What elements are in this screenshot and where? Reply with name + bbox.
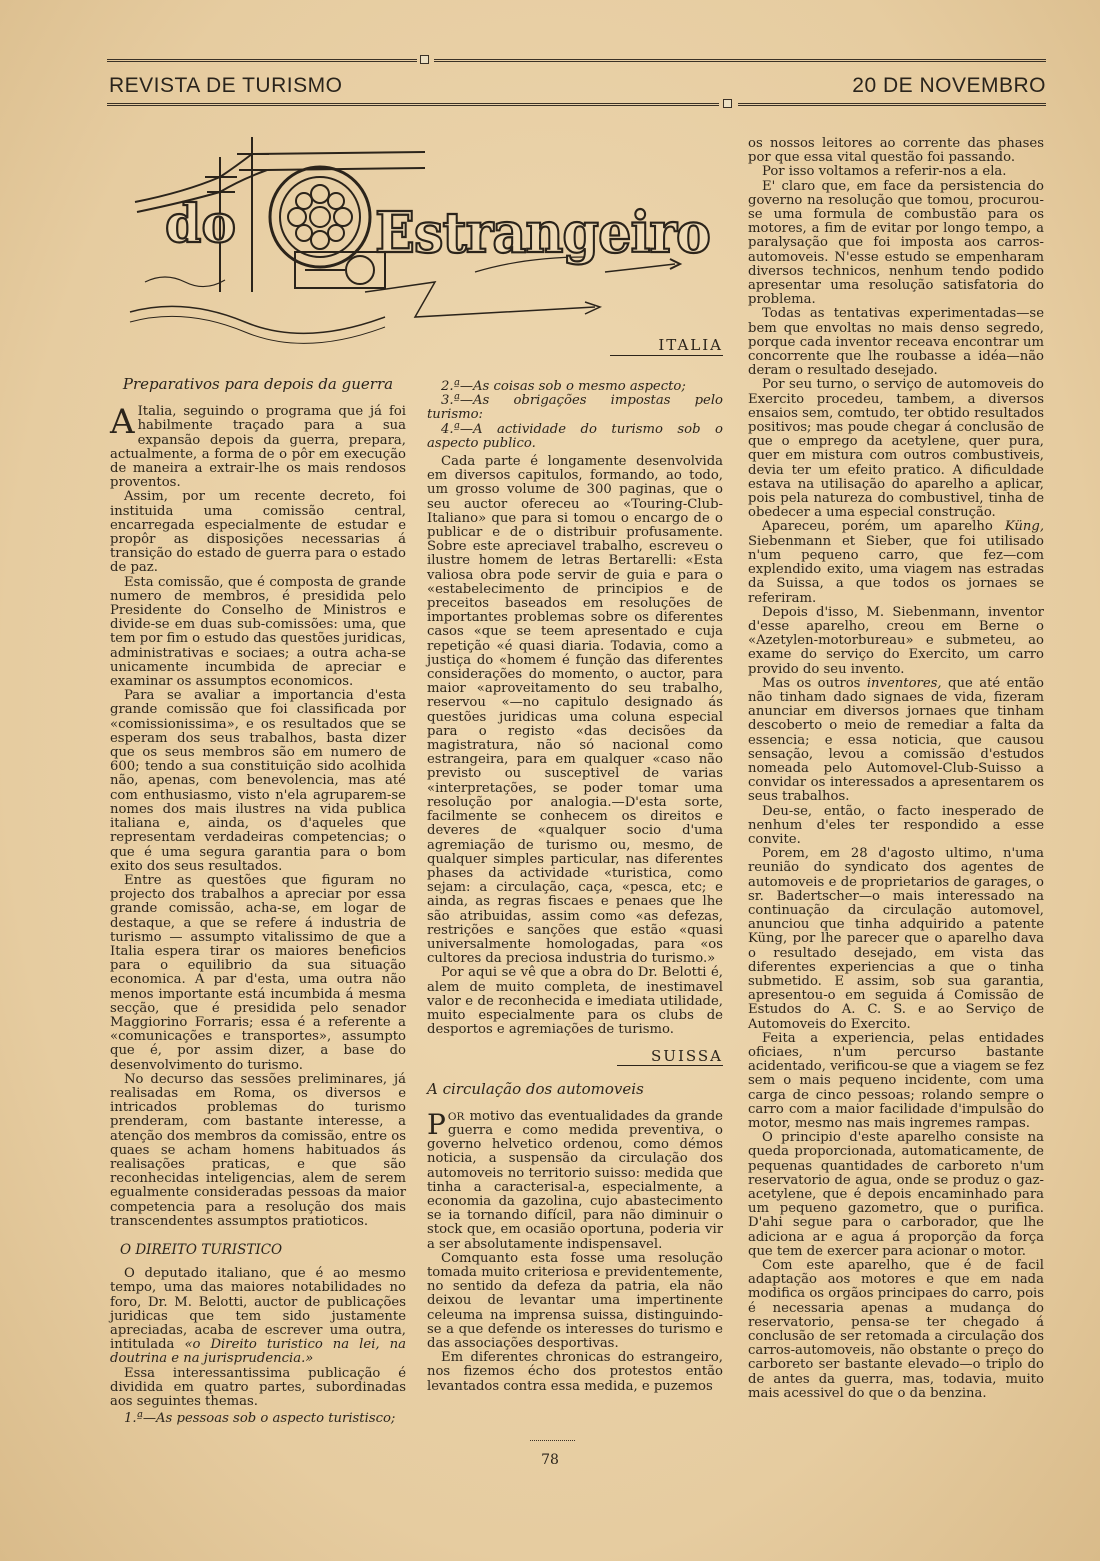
header-bottom-rule-left: [107, 103, 719, 106]
paragraph: Por isso voltamos a referir-nos a ela.: [762, 164, 1007, 180]
paragraph: Esta comissão, que é composta de grande numero de membros, é presidida pelo Presidente do Conselho de Ministros e divide-se em duas sub-comissões: uma, que tem por fim o estudo das questões juridicas, administrativas e sociaes; a outra acha-se unicamente incumbida de apreciar e examinar os assumptos economicos.: [110, 574, 406, 690]
paragraph: Italia, seguindo o programa que já foi habilmente traçado para a sua expansão depois da guerra, prepara, actualmente, a forma de o pôr em execução de maneira a extrair-lhe os mais rendosos proventos.: [110, 404, 406, 491]
issue-date: 20 DE NOVEMBRO: [852, 74, 1046, 97]
paragraph: Entre as questões que figuram no projecto dos trabalhos a apreciar por essa grande comissão, acha-se, em logar de destaque, a que se refere á industria de turismo — assumpto vitalissimo de que a Italia espera tirar os maiores beneficios para o equilibrio da sua situação economica. A par d'esta, uma outra não menos importante está incumbida á mesma secção, que é presidida pelo senador Maggiorino Forraris; essa é a referente a «comunicações e transportes», assumpto que é, por assim dizer, a base do desenvolvimento do turismo.: [110, 872, 406, 1073]
paragraph: Por aqui se vê que a obra do Dr. Belotti é, alem de muito completa, de inestimavel valor e de reconhecida e imediata utilidade, muito especialmente para os clubs de desportos e agremiações de turismo.: [427, 965, 723, 1038]
article-subtitle-preparativos: Preparativos para depois da guerra: [122, 375, 394, 393]
emphasis: inventores,: [866, 675, 942, 691]
drop-cap-rest: OR: [447, 1110, 465, 1123]
paragraph: os nossos leitores ao corrente das phases por que essa vital questão foi passando.: [748, 136, 1044, 166]
paragraph: Assim, por um recente decreto, foi instituida uma comissão central, encarregada especialmente de estudar e propôr as disposições necessarias á transição do estado de guerra para o estado de paz.: [110, 489, 406, 576]
paragraph: O deputado italiano, que é ao mesmo tempo, uma das maiores notabilidades no foro, Dr. M. Belotti, auctor de publicações juridicas que tem sido justamente apreciadas, acaba de escrever uma outra, intitulada: [110, 1266, 406, 1353]
paragraph: Deu-se, então, o facto inesperado de nenhum d'eles ter respondido a esse convite.: [748, 803, 1044, 847]
paragraph: Para se avaliar a importancia d'esta grande comissão que foi classificada por «comissionissima», e os resultados que se esperam dos seus trabalhos, basta dizer que os seus membros são em numero de 600; tendo a sua constituição sido acolhida não, apenas, com benevolencia, mas até com enthusiasmo, visto n'ela agruparem-se nomes dos mais ilustres na vida publica italiana e, ainda, os d'aqueles que representam verdadeiras competencias; o que é uma segura garantia para o bom exito dos seus resultados.: [110, 688, 406, 874]
estrangeiro-banner-illustration: [125, 132, 725, 347]
paragraph: Por seu turno, o serviço de automoveis do Exercito procedeu, tambem, a diversos ensaios sem, comtudo, ter obtido resultados positivos; mas poude chegar á conclusão de que o emprego da acetylene, quer pura, quer em mistura com outros combustiveis, devia ter um efeito pratico. A dificuldade estava na utilisação do aparelho a aplicar, pois pela natureza do combustivel, tinha de obedecer a uma especial construção.: [748, 377, 1044, 521]
section-heading-italia: ITALIA: [610, 336, 723, 356]
paragraph: que até então não tinham dado signaes de vida, fizeram anunciar em diversos jornaes que tinham descoberto o meio de remediar a falta da essencia; e essa noticia, que causou sensação, levou a comissão d'estudos nomeada pelo Automovel-Club-Suisso a convidar os interessados a apresentarem os seus trabalhos.: [748, 675, 1044, 805]
paragraph: motivo das eventualidades da grande guerra e como medida preventiva, o governo helvetico ordenou, como démos noticia, a suspensão da circulação dos automoveis no territorio suisso: medida que tinha a caracterisal-a, especialmente, a economia da gazolina, cujo abastecimento se ia tornando difícil, para não diminuir o stock que, em ocasião oportuna, poderia vir a ser absolutamente indispensavel.: [427, 1108, 723, 1252]
list-item: 2.ª—As coisas sob o mesmo aspecto;: [441, 379, 686, 394]
drop-cap-p: P: [427, 1107, 446, 1141]
page-number: 78: [541, 1452, 559, 1468]
paragraph: Feita a experiencia, pelas entidades oficiaes, n'um percurso bastante acidentado, verificou-se que a viagem se fez sem o mais pequeno incidente, com uma carga de cinco pessoas; rolando sempre o carro com a maior facilidade d'impulsão do motor, mesmo nas mais ingremes rampas.: [748, 1030, 1044, 1132]
paragraph: Depois d'isso, M. Siebenmann, inventor d'esse aparelho, creou em Berne o «Azetylen-motorbureau» e submeteu, ao exame do serviço do Exercito, um carro provido do seu invento.: [748, 604, 1044, 677]
column-2: [427, 380, 723, 1394]
column-3: [748, 137, 1044, 1401]
journal-title: REVISTA DE TURISMO: [109, 74, 343, 97]
list-item: 3.ª—As obrigações impostas pelo turismo:: [427, 393, 723, 423]
device-name: Küng,: [1004, 519, 1045, 535]
list-item: 4.ª—A actividade do turismo sob o aspecto publico.: [427, 421, 723, 451]
paragraph: Todas as tentativas experimentadas—se bem que envoltas no mais denso segredo, porque cada inventor receava encontrar um concorrente que lhe roubasse a idéa—não deram o resultado desejado.: [748, 306, 1044, 379]
paragraph: Cada parte é longamente desenvolvida em diversos capitulos, formando, ao todo, um grosso volume de 300 paginas, que o seu auctor ofereceu ao «Touring-Club-Italiano» que para si tomou o encargo de o publicar e de o distribuir profusamente. Sobre este apreciavel trabalho, escreveu o ilustre homem de letras Bertarelli: «Esta valiosa obra pode servir de guia e para o «estabelecimento de principios e de preceitos baseados em resoluções de importantes problemas sobre os diferentes casos «que se teem apresentado e cuja repetição «é quasi diaria. Todavia, como a justiça do «homem é função das diferentes considerações do momento, o auctor, para maior «aproveitamento do seu trabalho, reservou «—no capitulo designado ás questões juridicas uma coluna especial para o registo «das decisões da magistratura, não só nacional como estrangeira, para em qualquer «caso não previsto ou susceptivel de varias «interpretações, se poder tomar uma resolução por analogia.—D'esta sorte, facilmente se conhecem os direitos e deveres de «qualquer socio d'uma agremiação de turismo ou, mesmo, de qualquer simples particular, nas diferentes phases da actividade «turistica, como sejam: a circulação, caça, «pesca, etc; e ainda, as regras fiscaes e penaes que lhe são atribuidas, assim como «as defezas, restrições e sanções que estão «quasi universalmente homologadas, para «os cultores da preciosa industria do turismo.»: [427, 454, 723, 967]
paragraph: Apareceu, porém, um aparelho: [762, 519, 993, 535]
banner-big-word: Estrangeiro: [375, 200, 710, 266]
article-subtitle-direito: O DIREITO TURISTICO: [120, 1241, 283, 1258]
list-item: 1.ª—As pessoas sob o aspecto turistisco;: [124, 1411, 396, 1427]
paragraph: Comquanto esta fosse uma resolução tomada muito criteriosa e previdentemente, no sentido da defeza da patria, ela não deixou de levantar uma impertinente celeuma na imprensa suissa, distinguindo-se a que defende os interesses do turismo e das associações desportivas.: [427, 1250, 723, 1351]
header-top-ornament: [420, 55, 429, 64]
drop-cap-a: A: [110, 402, 135, 443]
article-subtitle-circulacao: A circulação dos automoveis: [427, 1079, 644, 1098]
section-heading-suissa: SUISSA: [617, 1049, 723, 1065]
paragraph: O principio d'este aparelho consiste na queda proporcionada, automaticamente, de pequenas quantidades de carboreto n'um reservatorio de agua, onde se produz o gaz-acetylene, que é depois encaminhado para um pequeno gazometro, que o purifica. D'ahi segue para o carborador, que lhe adiciona ar e agua á proporção da força que tem de exercer para acionar o motor.: [748, 1130, 1044, 1259]
paragraph: Siebenmann et Sieber, que foi utilisado n'um pequeno carro, que fez—com explendido exito, uma viagem nas estradas da Suissa, a que todos os jornaes se referiram.: [748, 533, 1044, 606]
paragraph: Com este aparelho, que é de facil adaptação aos motores e que em nada modifica os orgãos principaes do carro, pois é necessaria apenas a mudança do reservatorio, pensa-se ter chegado á conclusão de ser retomada a circulação dos carros-automoveis, não obstante o preço do carboreto ser bastante elevado—o triplo do de antes da guerra, mas, todavia, muito mais acessivel do que o da benzina.: [748, 1258, 1044, 1401]
header-top-rule-left: [107, 59, 417, 62]
header-bottom-ornament: [723, 99, 732, 108]
banner-small-word: do: [165, 194, 237, 255]
paragraph: E' claro que, em face da persistencia do governo na resolução que tomou, procurou-se uma formula de combustão para os motores, a fim de evitar por longo tempo, a paralysação que foi imposta aos carros-automoveis. N'esse estudo se empenharam diversos technicos, nenhum tendo podido apresentar uma resolução satisfatoria do problema.: [748, 178, 1044, 308]
paragraph: Porem, em 28 d'agosto ultimo, n'uma reunião do syndicato dos agentes de automoveis e de proprietarios de garages, o sr. Badertscher—o mais interessado na continuação da circulação automovel, anunciou que tinha adquirido a patente Küng, por lhe parecer que o aparelho dava o resultado desejado, em vista das diferentes experiencias a que o tinha submetido. E assim, sob sua garantia, apresentou-o em seguida á Comissão de Estudos do A. C. S. e ao Serviço de Automoveis do Exercito.: [748, 846, 1044, 1032]
header-bottom-rule-right: [738, 103, 1046, 106]
paragraph: Essa interessantissima publicação é dividida em quatro partes, subordinadas aos seguintes themas.: [110, 1365, 406, 1410]
column-1: [110, 377, 406, 1426]
footer-rule: [530, 1440, 575, 1441]
book-title: «o Direito turistico na lei, na doutrina e na jurisprudencia.»: [110, 1337, 406, 1367]
paragraph: No decurso das sessões preliminares, já realisadas em Roma, os diversos e intricados problemas do turismo prenderam, com bastante interesse, a atenção dos membros da comissão, entre os quaes se acham homens habituados ás realisações praticas, e que são reconhecidas inteligencias, alem de serem egualmente consideradas pessoas da maior competencia para a resolução dos mais transcendentes assumptos pratioticos.: [110, 1071, 406, 1229]
header-top-rule-right: [434, 59, 1046, 62]
paragraph: Mas os outros: [762, 675, 861, 691]
paragraph: Em diferentes chronicas do estrangeiro, nos fizemos écho dos protestos então levantados contra essa medida, e puzemos: [427, 1350, 723, 1394]
